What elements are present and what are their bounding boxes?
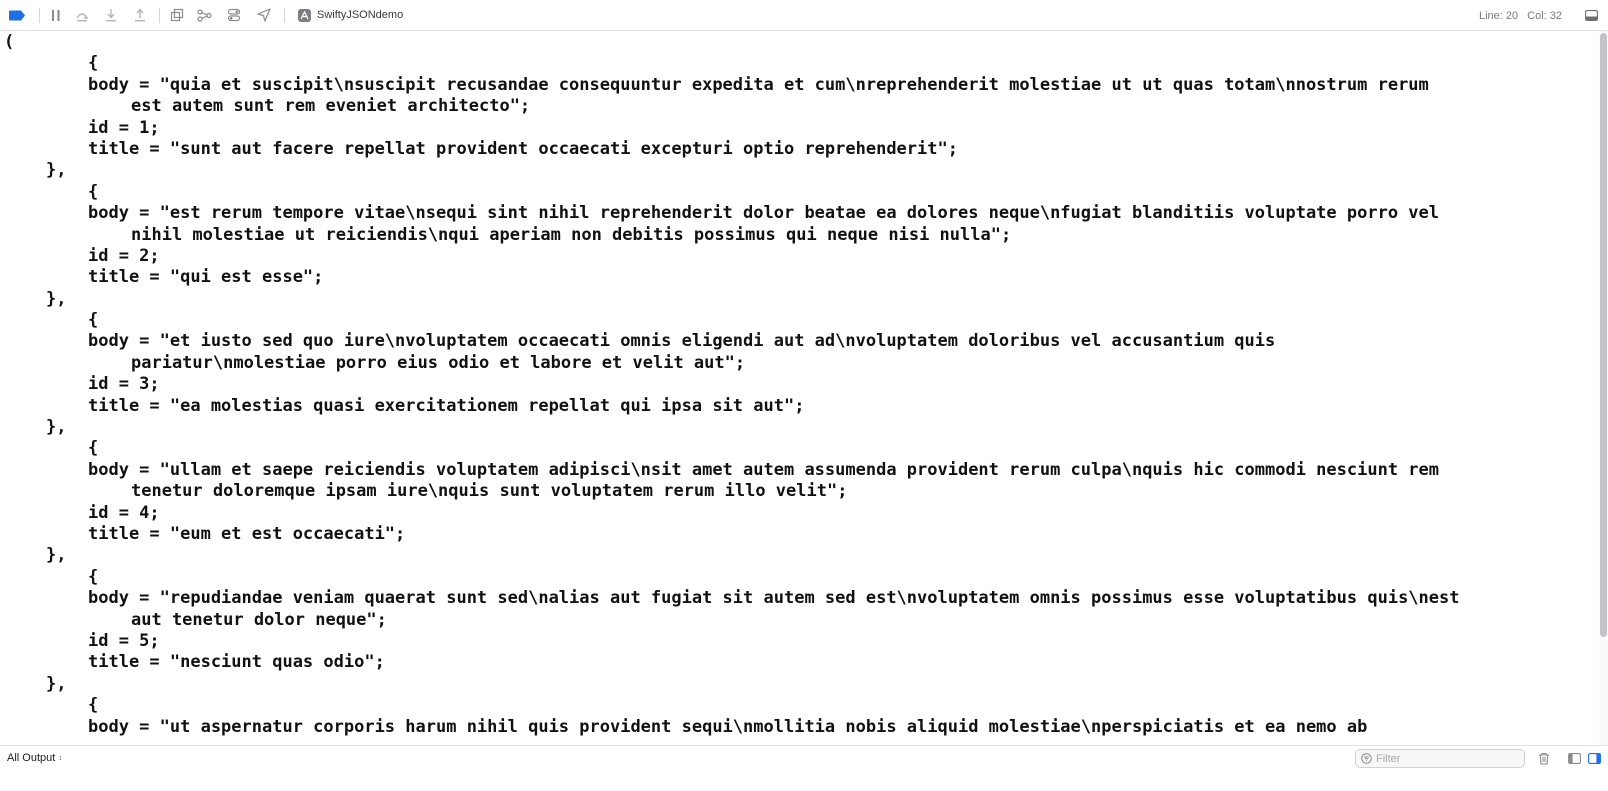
environment-overrides-icon[interactable] <box>219 0 249 31</box>
console-line: id = 1; <box>88 117 160 138</box>
console-line: title = "ea molestias quasi exercitationem repellat qui ipsa sit aut"; <box>88 395 805 416</box>
console-line: body = "ut aspernatur corporis harum nihil quis provident sequi\nmollitia nobis aliquid molestiae\nperspiciatis et ea nemo ab <box>88 716 1368 737</box>
up-down-chevron-icon: ↕ <box>58 753 63 762</box>
trash-icon[interactable] <box>1535 749 1553 768</box>
filter-field[interactable] <box>1355 749 1525 768</box>
console-line: id = 2; <box>88 245 160 266</box>
console-line: pariatur\nmolestiae porro eius odio et labore et velit aut"; <box>131 352 746 373</box>
console-line: id = 3; <box>88 374 160 395</box>
console-line: aut tenetur dolor neque"; <box>131 609 387 630</box>
console-line: { <box>88 566 99 587</box>
console-line: body = "ullam et saepe reiciendis voluptatem adipisci\nsit amet autem assumenda provident rerum culpa\nquis hic commodi nesciunt rem <box>88 459 1440 480</box>
console-text <box>0 31 1599 738</box>
line-indicator: Line: 20 <box>1478 9 1519 22</box>
process-name: SwiftyJSONdemo <box>317 9 404 21</box>
column-indicator: Col: 32 <box>1527 9 1562 22</box>
toolbar-separator <box>284 8 285 23</box>
output-selector[interactable] <box>7 746 62 770</box>
console-line: { <box>88 53 99 74</box>
right-panel-icon[interactable] <box>1585 749 1603 768</box>
console-line: title = "nesciunt quas odio"; <box>88 652 385 673</box>
console-line: nihil molestiae ut reiciendis\nqui aperiam non debitis possimus qui neque nisi nulla"; <box>131 224 1012 245</box>
hide-debug-area-icon[interactable] <box>1580 0 1602 31</box>
console-line: title = "qui est esse"; <box>88 267 324 288</box>
console-line: }, <box>46 417 67 438</box>
console-line: est autem sunt rem eveniet architecto"; <box>131 96 531 117</box>
console-line: }, <box>46 545 67 566</box>
console-line: }, <box>46 673 67 694</box>
console-line: id = 5; <box>88 630 160 651</box>
console-bottom-bar <box>0 745 1608 791</box>
console-line: title = "eum et est occaecati"; <box>88 523 406 544</box>
left-panel-icon[interactable] <box>1565 749 1583 768</box>
console-line: { <box>88 310 99 331</box>
console-line: { <box>88 181 99 202</box>
cursor-position <box>1479 0 1562 31</box>
view-hierarchy-icon[interactable] <box>165 0 189 31</box>
console-line: title = "sunt aut facere repellat provident occaecati excepturi optio reprehenderit"; <box>88 138 958 159</box>
process-selector[interactable] <box>298 0 403 31</box>
console-line: }, <box>46 288 67 309</box>
console-line: body = "et iusto sed quo iure\nvoluptatem occaecati omnis eligendi aut ad\nvoluptatem doloribus vel accusantium quis <box>88 331 1276 352</box>
step-into-icon[interactable] <box>96 0 125 31</box>
console-line: ( <box>4 32 15 52</box>
filter-input[interactable] <box>1376 753 1516 765</box>
toolbar-separator <box>159 8 160 23</box>
breakpoints-toggle-icon[interactable] <box>0 0 34 31</box>
step-out-icon[interactable] <box>125 0 154 31</box>
console-scrollbar[interactable] <box>1599 31 1608 745</box>
scrollbar-thumb[interactable] <box>1600 33 1607 637</box>
console-line: { <box>88 695 99 716</box>
step-over-icon[interactable] <box>67 0 96 31</box>
console-line: body = "repudiandae veniam quaerat sunt sed\nalias aut fugiat sit autem sed est\nvoluptatem omnis possimus esse voluptatibus quis\nest <box>88 588 1460 609</box>
console-output[interactable] <box>0 31 1599 745</box>
memory-graph-icon[interactable] <box>189 0 219 31</box>
pause-icon[interactable] <box>45 0 67 31</box>
output-selector-label: All Output <box>7 752 56 764</box>
console-line: body = "quia et suscipit\nsuscipit recusandae consequuntur expedita et cum\nreprehenderit molestiae ut ut quas totam\nnostrum rerum <box>88 74 1429 95</box>
console-line: tenetur doloremque ipsam iure\nquis sunt voluptatem rerum illo velit"; <box>131 481 848 502</box>
simulate-location-icon[interactable] <box>249 0 279 31</box>
console-line: id = 4; <box>88 502 160 523</box>
console-line: }, <box>46 160 67 181</box>
toolbar-separator <box>39 8 40 23</box>
console-line: { <box>88 438 99 459</box>
console-line: body = "est rerum tempore vitae\nsequi sint nihil reprehenderit dolor beatae ea dolores neque\nfugiat blanditiis voluptate porro vel <box>88 203 1440 224</box>
app-icon <box>298 9 311 22</box>
debug-toolbar <box>0 0 1608 31</box>
filter-icon <box>1361 753 1372 764</box>
breakpoint-shape <box>9 10 25 20</box>
